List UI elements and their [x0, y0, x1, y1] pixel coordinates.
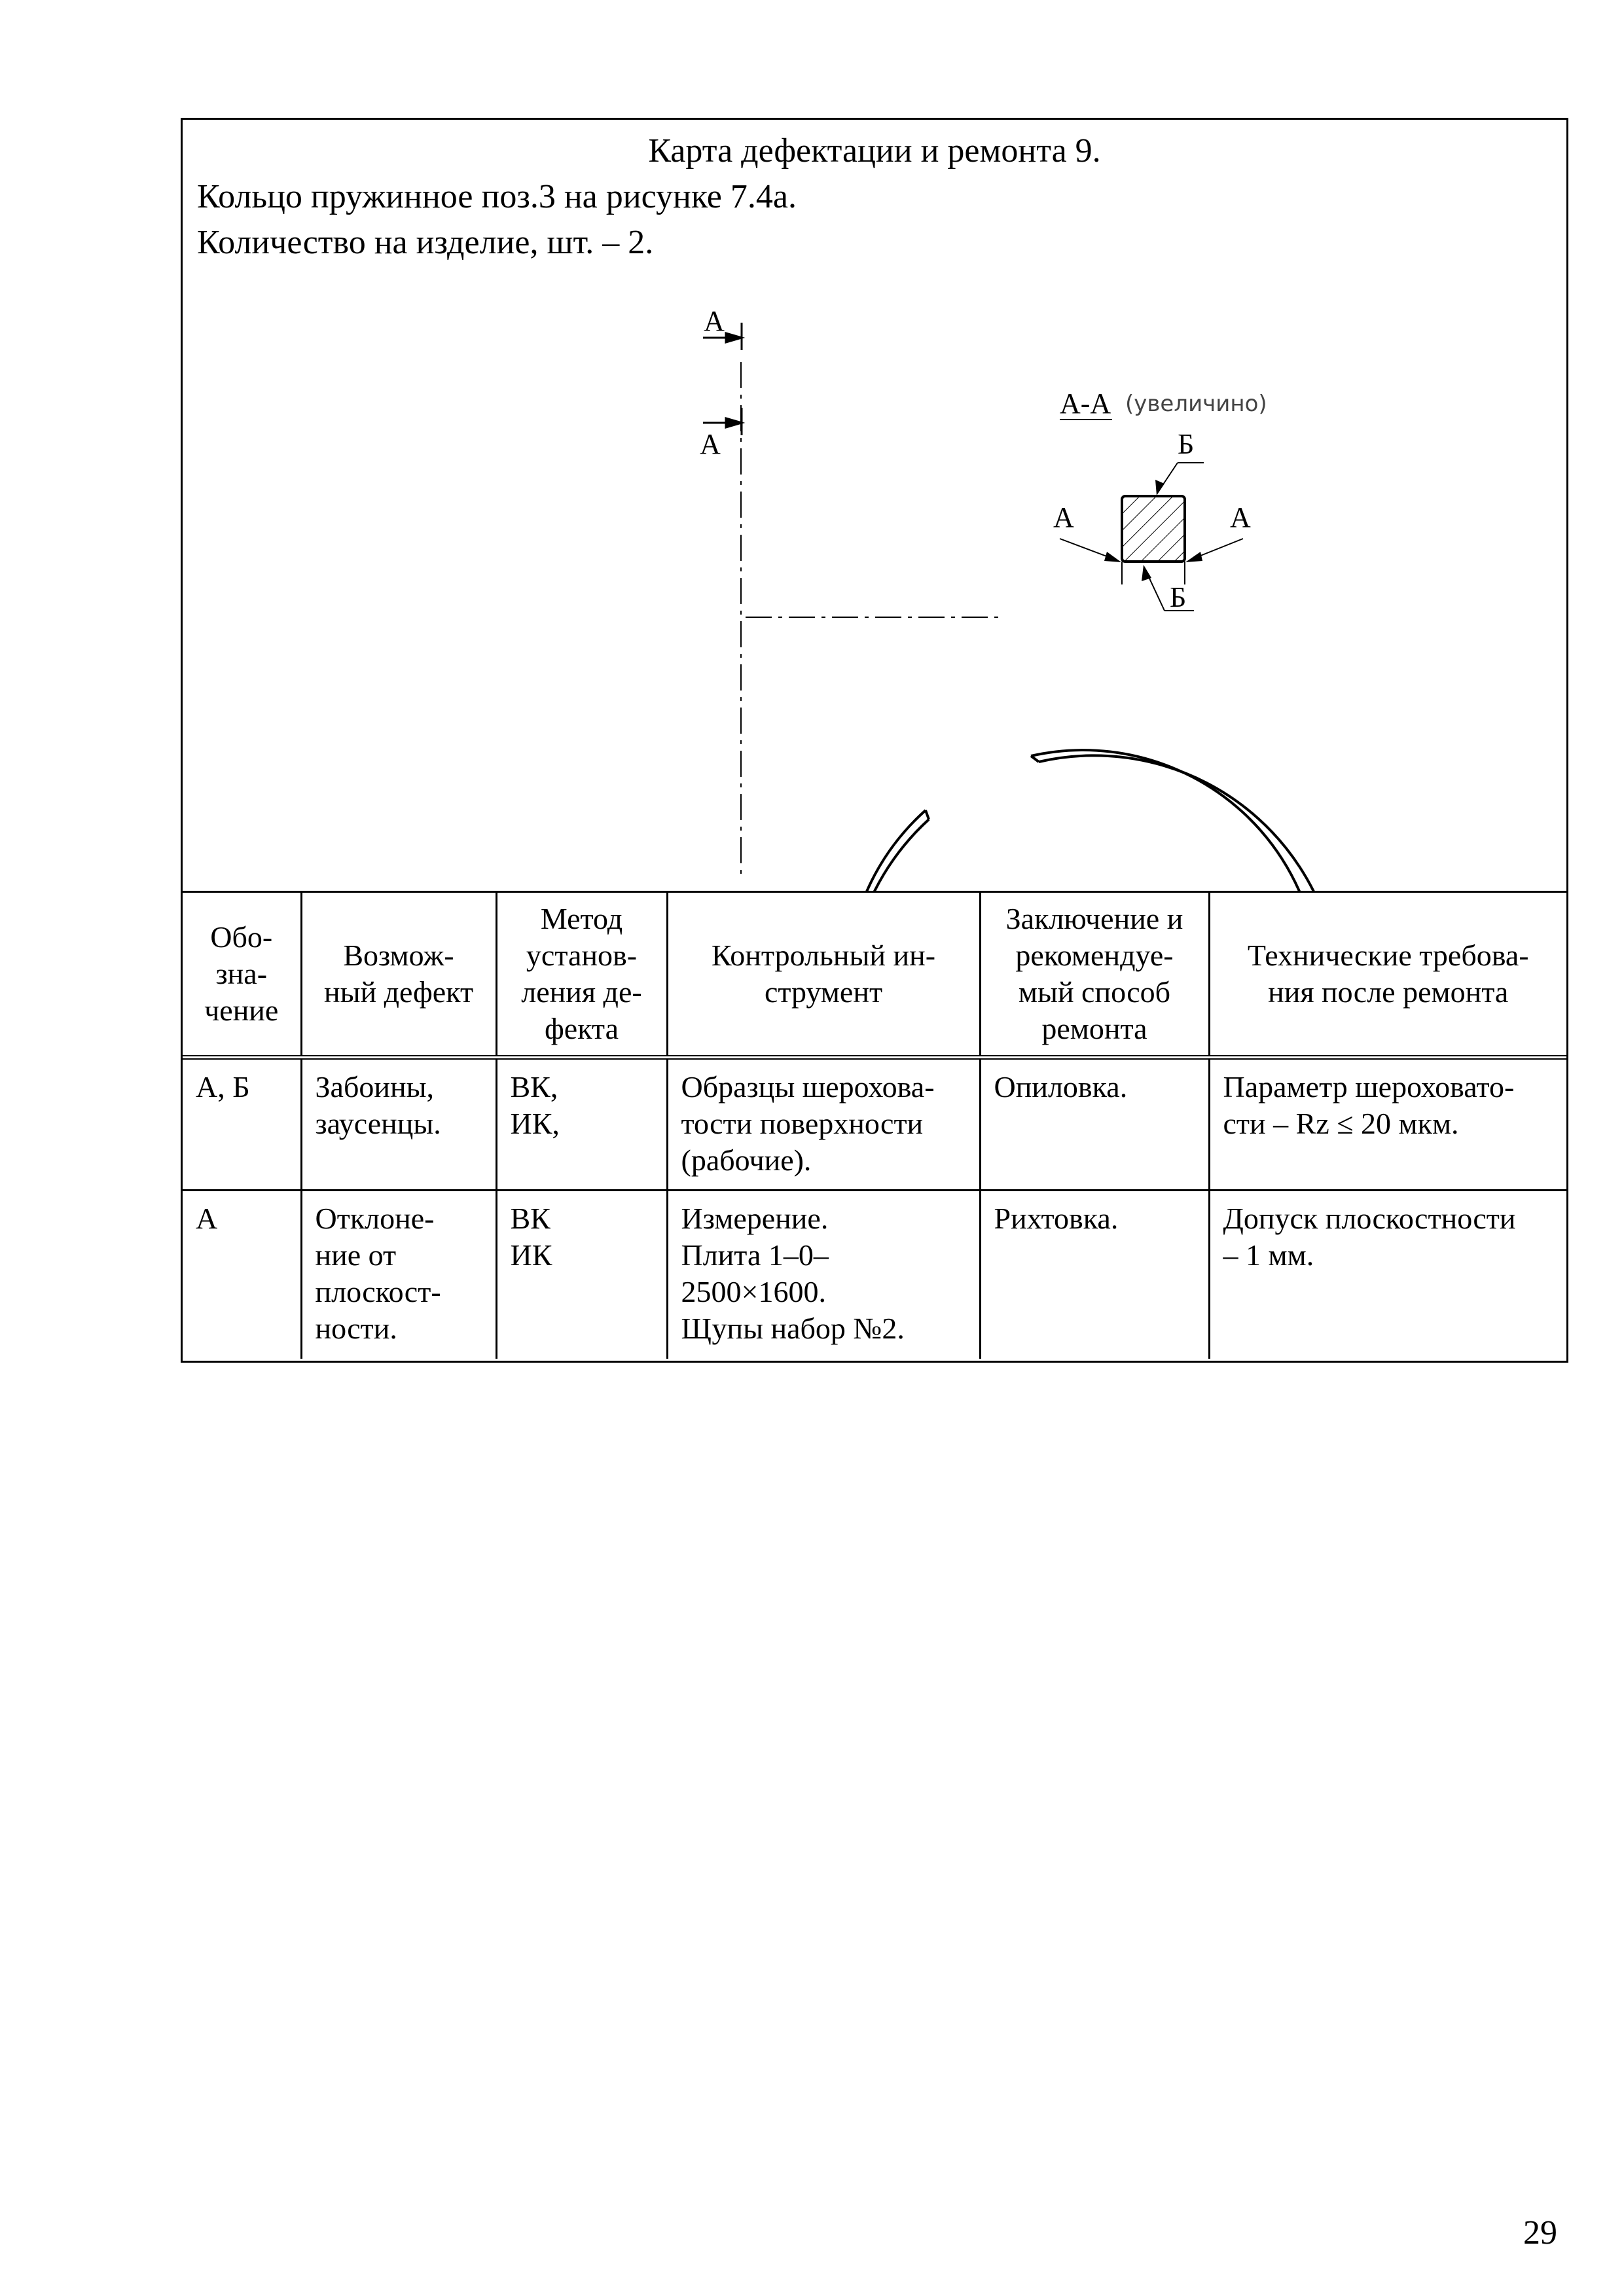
cell-tool: Образцы шерохова- тости поверхности (рабочие).	[667, 1058, 980, 1191]
cell-defect: Отклоне- ние от плоскост- ности.	[301, 1191, 496, 1359]
cell-requirements: Допуск плоскостности – 1 мм.	[1209, 1191, 1566, 1359]
cell-tool: Измерение. Плита 1–0– 2500×1600. Щупы набор №2.	[667, 1191, 980, 1359]
label-bottom-b: Б	[1170, 581, 1187, 613]
header-designation: Обо- зна- чение	[183, 892, 301, 1058]
header-tool: Контрольный ин- струмент	[667, 892, 980, 1058]
part-quantity: Количество на изделие, шт. – 2.	[197, 224, 654, 261]
section-title: А-А	[1060, 387, 1111, 420]
section-mark-top: А	[704, 305, 725, 337]
section-mark-bottom: А	[700, 428, 721, 460]
center-lines	[741, 362, 998, 878]
card-title: Карта дефектации и ремонта 9.	[648, 132, 1101, 170]
section-cut-marks	[703, 323, 742, 435]
section-note: (увеличино)	[1125, 391, 1267, 417]
label-top-b: Б	[1178, 428, 1195, 460]
header-defect: Возмож- ный дефект	[301, 892, 496, 1058]
cell-requirements: Параметр шероховато- сти – Rz ≤ 20 мкм.	[1209, 1058, 1566, 1191]
defect-card	[181, 118, 1568, 1363]
label-left-a: А	[1053, 501, 1074, 533]
header-method: Метод установ- ления де- фекта	[496, 892, 667, 1058]
page-number: 29	[1523, 2214, 1557, 2251]
cell-repair: Рихтовка.	[980, 1191, 1209, 1359]
ring-drawing	[183, 120, 1566, 891]
label-right-a: А	[1230, 501, 1251, 533]
cell-method: ВК ИК	[496, 1191, 667, 1359]
table-header-row	[183, 892, 1566, 1058]
header-requirements: Технические требова- ния после ремонта	[1209, 892, 1566, 1058]
part-name: Кольцо пружинное поз.3 на рисунке 7.4а.	[197, 178, 797, 215]
defect-table	[183, 891, 1566, 1359]
table-row	[183, 1191, 1566, 1359]
cell-method: ВК, ИК,	[496, 1058, 667, 1191]
cell-designation: А	[183, 1191, 301, 1359]
cell-repair: Опиловка.	[980, 1058, 1209, 1191]
table-row	[183, 1058, 1566, 1191]
ring-cross-section	[1122, 496, 1185, 562]
cell-defect: Забоины, заусенцы.	[301, 1058, 496, 1191]
spring-ring	[847, 750, 1340, 891]
section-view	[1053, 387, 1267, 613]
cell-designation: А, Б	[183, 1058, 301, 1191]
card-header	[183, 120, 1566, 891]
header-repair: Заключение и рекомендуе- мый способ ремонта	[980, 892, 1209, 1058]
